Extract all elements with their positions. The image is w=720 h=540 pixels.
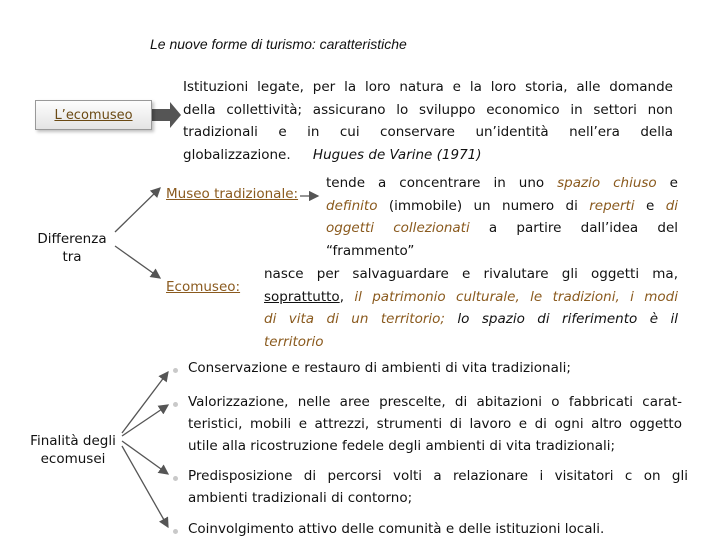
finalita-item	[188, 465, 688, 509]
finalita-label-line: Finalità degli	[30, 433, 116, 449]
museo-label: Museo tradizionale:	[166, 186, 299, 202]
bullet-dot	[173, 368, 178, 373]
text-run: il patrimonio culturale, le tradizioni, i modi	[354, 288, 678, 305]
finalita-line: utile alla ricostruzione fedele degli ambienti di vita tradizionali;	[188, 438, 616, 454]
museo-line	[326, 217, 678, 240]
arrow-fin-2	[122, 405, 168, 436]
definition-line: della collettività; assicurano lo sviluppo economico in settori non	[183, 101, 673, 118]
finalita-label-line: ecomusei	[40, 451, 106, 467]
bullet-dot	[173, 402, 178, 407]
text-run: a partire dall’idea del	[469, 220, 678, 236]
text-run: ,	[339, 288, 355, 305]
text-run: oggetti collezionati	[326, 220, 470, 236]
text-run: e	[634, 197, 666, 214]
definition-line: Istituzioni legate, per la loro natura e la loro storia, alle domande	[183, 79, 673, 95]
text-run: soprattutto	[264, 288, 340, 305]
definition-paragraph	[183, 76, 673, 166]
bullet-dot	[173, 529, 178, 534]
citation: Hugues de Varine (1971)	[312, 146, 482, 163]
text-run: (immobile) un numero di	[377, 197, 590, 214]
finalita-line: Valorizzazione, nelle aree prescelte, di abitazioni o fabbricati carat-	[188, 394, 682, 410]
ecomuseo-paragraph	[264, 263, 678, 353]
arrow-fin-1	[122, 372, 168, 433]
definition-line: tradizionali e in cui conservare un’identità nell’era della	[183, 124, 673, 140]
text-run: lo spazio di riferimento è il	[444, 311, 678, 327]
museo-line	[326, 240, 678, 263]
block-arrow	[152, 102, 181, 128]
page-title: Le nuove forme di turismo: caratteristiche	[150, 36, 407, 52]
arrow-to-ecomuseo	[115, 246, 160, 278]
text-run: spazio chiuso	[557, 175, 657, 191]
finalita-line: teristici, mobili e attrezzi, strumenti di lavoro e di ogni altro oggetto	[188, 416, 682, 432]
text-run: reperti	[589, 197, 635, 214]
definition-line: globalizzazione.	[183, 146, 291, 163]
ecomuseo-line: nasce per salvaguardare e rivalutare gli oggetti ma,	[264, 266, 678, 282]
ecomuseo-box-label: L’ecomuseo	[54, 107, 133, 123]
differenza-label	[28, 230, 116, 266]
museo-line	[326, 172, 678, 195]
ecomuseo-line	[264, 308, 678, 331]
finalita-line: Predisposizione di percorsi volti a relazionare i visitatori c on gli	[188, 468, 688, 484]
museo-line	[326, 195, 678, 218]
text-run: tende a concentrare in uno	[326, 175, 558, 191]
museo-paragraph	[326, 172, 678, 262]
finalita-item	[188, 391, 682, 457]
bullet-dot	[173, 476, 178, 481]
ecomuseo-box[interactable]	[35, 100, 152, 130]
finalita-label	[22, 432, 124, 468]
finalita-line: Coinvolgimento attivo delle comunità e delle istituzioni locali.	[188, 521, 605, 537]
arrow-to-museo	[115, 188, 160, 232]
finalita-line: ambienti tradizionali di contorno;	[188, 490, 413, 506]
ecomuseo-line	[264, 286, 678, 309]
text-run: di	[665, 197, 679, 214]
text-run: di vita di un territorio;	[264, 311, 445, 327]
differenza-label-line: Differenza	[37, 231, 107, 247]
differenza-label-line: tra	[62, 249, 82, 265]
ecomuseo-label: Ecomuseo:	[166, 279, 241, 295]
text-run: “frammento”	[326, 242, 415, 259]
finalita-line: Conservazione e restauro di ambienti di vita tradizionali;	[188, 360, 571, 376]
definition-last-line	[183, 144, 673, 167]
text-run: e	[656, 175, 678, 191]
finalita-item	[188, 357, 684, 379]
ecomuseo-line: territorio	[264, 333, 324, 350]
finalita-item	[188, 518, 688, 540]
text-run: definito	[326, 197, 378, 214]
